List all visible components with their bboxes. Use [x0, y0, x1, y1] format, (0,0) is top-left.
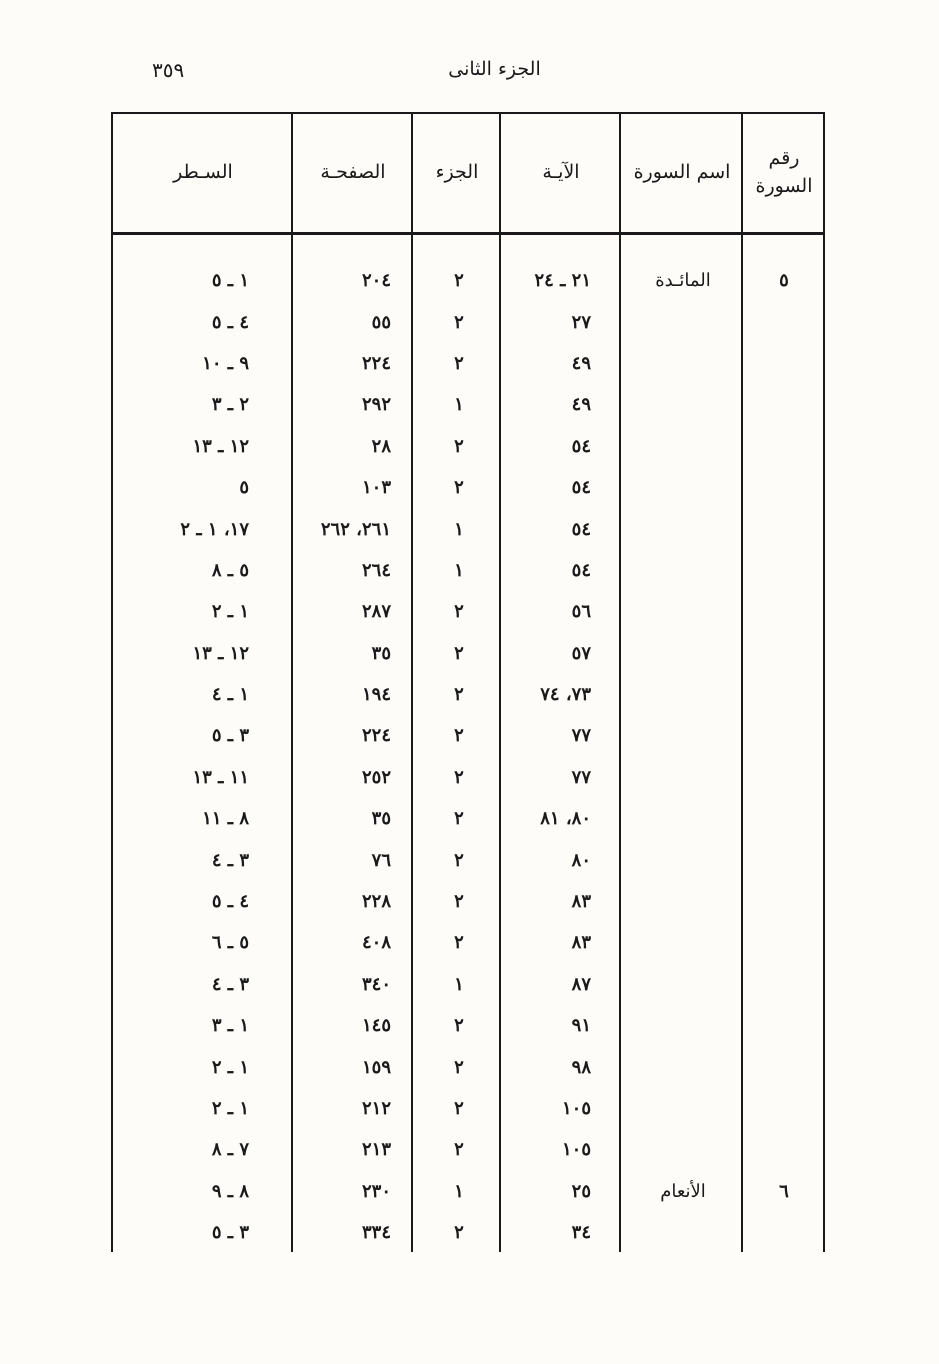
cell-sura-number [743, 881, 825, 922]
cell-page: ٧٦ [371, 849, 391, 871]
cell-page: ١٤٥ [361, 1015, 391, 1037]
cell-part: ٢ [454, 1139, 464, 1161]
header-sura-name: اسم السورة [633, 161, 731, 184]
cell-sura-name [623, 964, 743, 1005]
cell-sura-name [623, 839, 743, 880]
cell-sura-number [743, 922, 825, 963]
cell-sura-name [623, 1046, 743, 1087]
table-row [111, 260, 825, 301]
cell-line: ١ ـ ٥ [211, 270, 249, 292]
cell-sura-number: ٥ [779, 270, 789, 292]
table-row [111, 1046, 825, 1087]
cell-sura-number [743, 839, 825, 880]
cell-page: ٢١٣ [361, 1139, 391, 1161]
table-row [111, 633, 825, 674]
cell-sura-number [743, 1088, 825, 1129]
cell-line: ١٢ ـ ١٣ [192, 642, 249, 664]
cell-line: ١ ـ ٤ [211, 684, 249, 706]
table-row [111, 1129, 825, 1170]
cell-page: ٢٢٤ [361, 352, 391, 374]
cell-verse: ٥٧ [571, 642, 591, 664]
cell-part: ٢ [454, 808, 464, 830]
cell-line: ١ ـ ٢ [211, 1098, 249, 1119]
cell-sura-number [743, 426, 825, 467]
cell-page: ٢٨٧ [361, 601, 391, 623]
cell-sura-name [623, 674, 743, 715]
cell-page: ٢٦١، ٢٦٢ [320, 518, 391, 540]
cell-sura-name [623, 633, 743, 674]
cell-line: ٢ ـ ٣ [211, 394, 249, 416]
header-sura-number-line2: السورة [755, 175, 813, 197]
cell-sura-number [743, 591, 825, 632]
cell-line: ٧ ـ ٨ [211, 1139, 249, 1161]
cell-sura-name [623, 1212, 743, 1253]
cell-line: ٣ ـ ٥ [211, 725, 249, 747]
cell-sura-name [623, 301, 743, 342]
cell-sura-number [743, 467, 825, 508]
cell-page: ٣٣٤ [361, 1222, 391, 1244]
cell-sura-name [623, 384, 743, 425]
table-row [111, 301, 825, 342]
cell-verse: ٧٧ [571, 766, 591, 788]
cell-sura-number [743, 715, 825, 756]
table-row [111, 715, 825, 756]
cell-sura-name [623, 798, 743, 839]
table-row [111, 839, 825, 880]
cell-part: ٢ [454, 352, 464, 374]
cell-part: ٢ [454, 1222, 464, 1244]
cell-part: ١ [454, 1180, 464, 1202]
table-row [111, 922, 825, 963]
cell-verse: ٢١ ـ ٢٤ [534, 270, 591, 292]
cell-verse: ٨٠، ٨١ [540, 808, 591, 830]
cell-sura-name: الأنعام [660, 1180, 706, 1202]
cell-sura-number [743, 550, 825, 591]
cell-sura-name [623, 467, 743, 508]
cell-part: ٢ [454, 311, 464, 333]
cell-part: ٢ [454, 1098, 464, 1119]
cell-part: ١ [454, 973, 464, 995]
cell-part: ٢ [454, 684, 464, 706]
cell-page: ١٥٩ [361, 1056, 391, 1078]
cell-verse: ٨٣ [571, 891, 591, 913]
cell-page: ٢٢٤ [361, 725, 391, 747]
index-table [111, 112, 825, 1252]
cell-line: ٤ ـ ٥ [211, 891, 249, 913]
cell-part: ٢ [454, 1015, 464, 1037]
table-row [111, 343, 825, 384]
cell-line: ١ ـ ٣ [211, 1015, 249, 1037]
cell-part: ٢ [454, 932, 464, 954]
table-row [111, 426, 825, 467]
table-row [111, 384, 825, 425]
cell-sura-name [623, 881, 743, 922]
cell-part: ٢ [454, 601, 464, 623]
table-row [111, 591, 825, 632]
cell-sura-number [743, 1005, 825, 1046]
table-row [111, 881, 825, 922]
cell-line: ٥ [239, 477, 249, 499]
cell-verse: ١٠٥ [561, 1139, 591, 1161]
cell-page: ٢٢٨ [361, 891, 391, 913]
cell-line: ٨ ـ ٩ [211, 1180, 249, 1202]
cell-sura-number [743, 301, 825, 342]
cell-sura-number [743, 1129, 825, 1170]
cell-page: ١٠٣ [361, 477, 391, 499]
cell-verse: ٥٤ [571, 435, 591, 457]
table-row [111, 1088, 825, 1129]
table-row [111, 964, 825, 1005]
cell-page: ٣٤٠ [361, 973, 391, 995]
cell-part: ٢ [454, 642, 464, 664]
cell-part: ١ [454, 559, 464, 581]
table-row [111, 1212, 825, 1253]
cell-verse: ٤٩ [571, 352, 591, 374]
cell-line: ٤ ـ ٥ [211, 311, 249, 333]
page-number: ٣٥٩ [152, 58, 185, 82]
cell-line: ١٧، ١ ـ ٢ [180, 518, 249, 540]
cell-verse: ٨٠ [571, 849, 591, 871]
cell-verse: ٨٣ [571, 932, 591, 954]
cell-line: ٥ ـ ٨ [211, 559, 249, 581]
cell-sura-number [743, 798, 825, 839]
cell-line: ٣ ـ ٤ [211, 973, 249, 995]
cell-sura-name [623, 1129, 743, 1170]
cell-verse: ٥٤ [571, 559, 591, 581]
cell-page: ٢٨ [371, 435, 391, 457]
cell-sura-number [743, 674, 825, 715]
cell-part: ٢ [454, 849, 464, 871]
table-header-row [111, 114, 825, 232]
cell-sura-name [623, 591, 743, 632]
cell-line: ٥ ـ ٦ [211, 932, 249, 954]
cell-verse: ٧٧ [571, 725, 591, 747]
running-title: الجزء الثانى [448, 58, 541, 80]
table-row [111, 798, 825, 839]
cell-line: ١ ـ ٢ [211, 601, 249, 623]
cell-sura-name [623, 508, 743, 549]
cell-verse: ١٠٥ [561, 1098, 591, 1119]
cell-page: ٢٥٢ [361, 766, 391, 788]
cell-sura-number [743, 757, 825, 798]
table-body [111, 260, 825, 1253]
cell-sura-name [623, 757, 743, 798]
cell-sura-number [743, 384, 825, 425]
cell-page: ٢٠٤ [361, 270, 391, 292]
cell-line: ١ ـ ٢ [211, 1056, 249, 1078]
cell-verse: ٩٨ [571, 1056, 591, 1078]
cell-sura-number [743, 1212, 825, 1253]
cell-line: ٩ ـ ١٠ [202, 352, 249, 374]
header-sura-number [743, 114, 825, 232]
header-verse: الآيـة [542, 161, 580, 184]
cell-part: ٢ [454, 435, 464, 457]
cell-page: ٤٠٨ [361, 932, 391, 954]
cell-sura-name [623, 1005, 743, 1046]
cell-verse: ٢٧ [571, 311, 591, 333]
table-row [111, 1005, 825, 1046]
cell-part: ١ [454, 394, 464, 416]
cell-line: ٣ ـ ٤ [211, 849, 249, 871]
cell-sura-name [623, 1088, 743, 1129]
table-row [111, 508, 825, 549]
cell-verse: ٨٧ [571, 973, 591, 995]
cell-sura-name [623, 426, 743, 467]
table-row [111, 757, 825, 798]
cell-page: ٥٥ [371, 311, 391, 333]
table-row [111, 467, 825, 508]
table-header-rule [111, 232, 825, 235]
header-sura-number-line1: رقم [768, 147, 800, 170]
cell-part: ٢ [454, 891, 464, 913]
cell-verse: ٥٤ [571, 518, 591, 540]
cell-verse: ٥٦ [571, 601, 591, 623]
table-row [111, 674, 825, 715]
header-page: الصفحـة [320, 161, 386, 184]
cell-page: ٢٣٠ [361, 1180, 391, 1202]
cell-sura-number [743, 1046, 825, 1087]
cell-sura-number [743, 508, 825, 549]
cell-page: ١٩٤ [361, 684, 391, 706]
cell-sura-number: ٦ [779, 1180, 789, 1202]
cell-sura-name: المائـدة [655, 270, 711, 292]
cell-line: ١٢ ـ ١٣ [192, 435, 249, 457]
cell-part: ٢ [454, 725, 464, 747]
cell-page: ٢٦٤ [361, 559, 391, 581]
cell-line: ٨ ـ ١١ [202, 808, 249, 830]
cell-verse: ٩١ [571, 1015, 591, 1037]
cell-sura-name [623, 550, 743, 591]
cell-verse: ٤٩ [571, 394, 591, 416]
page-header [0, 58, 939, 90]
cell-verse: ٢٥ [571, 1180, 591, 1202]
cell-line: ٣ ـ ٥ [211, 1222, 249, 1244]
cell-verse: ٥٤ [571, 477, 591, 499]
cell-verse: ٣٤ [571, 1222, 591, 1244]
cell-page: ٢٩٢ [361, 394, 391, 416]
cell-page: ٣٥ [371, 808, 391, 830]
cell-verse: ٧٣، ٧٤ [540, 684, 591, 706]
cell-sura-number [743, 964, 825, 1005]
cell-part: ٢ [454, 477, 464, 499]
cell-part: ٢ [454, 766, 464, 788]
header-part: الجزء [435, 161, 479, 184]
cell-part: ٢ [454, 1056, 464, 1078]
table-row [111, 550, 825, 591]
cell-part: ١ [454, 518, 464, 540]
cell-sura-name [623, 922, 743, 963]
cell-part: ٢ [454, 270, 464, 292]
cell-sura-number [743, 633, 825, 674]
cell-page: ٢١٢ [361, 1098, 391, 1119]
cell-page: ٣٥ [371, 642, 391, 664]
cell-sura-name [623, 715, 743, 756]
header-line: السـطر [173, 161, 233, 184]
cell-line: ١١ ـ ١٣ [192, 766, 249, 788]
cell-sura-number [743, 343, 825, 384]
cell-sura-name [623, 343, 743, 384]
table-row [111, 1171, 825, 1212]
